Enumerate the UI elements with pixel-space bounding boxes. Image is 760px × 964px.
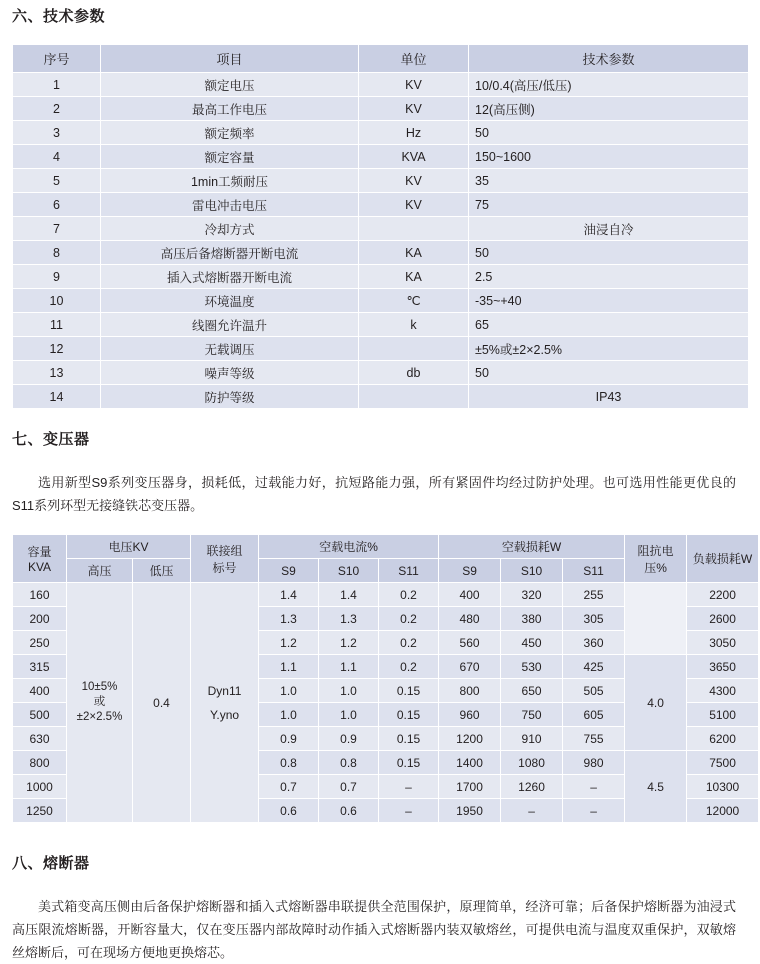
cell-value: 50: [469, 121, 749, 145]
cell-unit: KA: [359, 241, 469, 265]
cell-load-loss: 12000: [687, 799, 759, 823]
cell-value: 50: [469, 241, 749, 265]
header-value: 技术参数: [469, 45, 749, 73]
cell-no: 14: [13, 385, 101, 409]
cell-loss-s9: 560: [439, 631, 501, 655]
cell-no: 12: [13, 337, 101, 361]
cell-voltage-high: [67, 583, 133, 823]
cell-current-s9: 1.4: [259, 583, 319, 607]
cell-loss-s10: 1260: [501, 775, 563, 799]
cell-loss-s11: 425: [563, 655, 625, 679]
transformer-data-body: [13, 583, 759, 823]
cell-loss-s11: 755: [563, 727, 625, 751]
cell-unit: KV: [359, 73, 469, 97]
cell-no: 4: [13, 145, 101, 169]
cell-current-s10: 1.2: [319, 631, 379, 655]
cell-current-s11: 0.15: [379, 751, 439, 775]
table-row: [13, 217, 749, 241]
cell-unit: KV: [359, 193, 469, 217]
cell-value: 35: [469, 169, 749, 193]
cell-capacity: 315: [13, 655, 67, 679]
cell-loss-s9: 1200: [439, 727, 501, 751]
cell-current-s10: 0.7: [319, 775, 379, 799]
cell-load-loss: 3650: [687, 655, 759, 679]
cell-item: 噪声等级: [101, 361, 359, 385]
header-load-loss: 负载损耗W: [687, 535, 759, 583]
cell-no: 3: [13, 121, 101, 145]
cell-capacity: 250: [13, 631, 67, 655]
cell-no: 13: [13, 361, 101, 385]
cell-item: 高压后备熔断器开断电流: [101, 241, 359, 265]
cell-loss-s10: 380: [501, 607, 563, 631]
table-row: [13, 385, 749, 409]
cell-loss-s10: 910: [501, 727, 563, 751]
cell-current-s9: 1.0: [259, 679, 319, 703]
cell-loss-s11: 360: [563, 631, 625, 655]
cell-current-s10: 0.8: [319, 751, 379, 775]
cell-current-s11: 0.15: [379, 727, 439, 751]
header-voltage-high: 高压: [67, 559, 133, 583]
cell-current-s9: 1.2: [259, 631, 319, 655]
cell-item: 1min工频耐压: [101, 169, 359, 193]
cell-current-s9: 0.7: [259, 775, 319, 799]
cell-unit: KV: [359, 169, 469, 193]
header-connection: [191, 535, 259, 583]
cell-unit: [359, 385, 469, 409]
header-loss-s11: S11: [563, 559, 625, 583]
cell-no: 5: [13, 169, 101, 193]
section-heading-fuse: 八、熔断器: [12, 855, 90, 872]
cell-capacity: 630: [13, 727, 67, 751]
cell-no: 8: [13, 241, 101, 265]
cell-no: 11: [13, 313, 101, 337]
cell-load-loss: 2600: [687, 607, 759, 631]
cell-loss-s10: 750: [501, 703, 563, 727]
cell-unit: ℃: [359, 289, 469, 313]
cell-impedance-40: 4.0: [625, 655, 687, 751]
table-header-row: [13, 45, 749, 73]
cell-loss-s11: 305: [563, 607, 625, 631]
cell-unit: k: [359, 313, 469, 337]
cell-load-loss: 6200: [687, 727, 759, 751]
cell-current-s11: 0.2: [379, 631, 439, 655]
cell-current-s9: 1.3: [259, 607, 319, 631]
cell-loss-s11: –: [563, 775, 625, 799]
cell-capacity: 160: [13, 583, 67, 607]
cell-current-s9: 0.8: [259, 751, 319, 775]
section-heading-tech: 六、技术参数: [12, 8, 106, 25]
cell-current-s10: 1.1: [319, 655, 379, 679]
cell-current-s10: 1.3: [319, 607, 379, 631]
paragraph-transformer: 选用新型S9系列变压器身，损耗低，过载能力好，抗短路能力强，所有紧固件均经过防护处理。也可选用性能更优良的S11系列环型无接缝铁芯变压器。: [12, 475, 736, 513]
cell-loss-s11: 255: [563, 583, 625, 607]
table-row: [13, 73, 749, 97]
cell-current-s9: 0.9: [259, 727, 319, 751]
cell-capacity: 800: [13, 751, 67, 775]
table-row: [13, 265, 749, 289]
cell-value: 50: [469, 361, 749, 385]
header-item: 项目: [101, 45, 359, 73]
cell-capacity: 200: [13, 607, 67, 631]
header-current-s11: S11: [379, 559, 439, 583]
cell-loss-s9: 1950: [439, 799, 501, 823]
cell-value: 油浸自冷: [469, 217, 749, 241]
section-heading-transformer: 七、变压器: [12, 431, 90, 448]
technical-parameters-table: [12, 44, 749, 409]
cell-loss-s10: 450: [501, 631, 563, 655]
cell-value: ±5%或±2×2.5%: [469, 337, 749, 361]
header-loss-s10: S10: [501, 559, 563, 583]
cell-load-loss: 2200: [687, 583, 759, 607]
cell-no: 7: [13, 217, 101, 241]
header-current-s9: S9: [259, 559, 319, 583]
cell-value: 10/0.4(高压/低压): [469, 73, 749, 97]
header-connection-line2: 标号: [212, 560, 237, 575]
paragraph-fuse: 美式箱变高压侧由后备保护熔断器和插入式熔断器串联提供全范围保护，原理简单，经济可靠；后备保护熔断器为油浸式高压限流熔断器，开断容量大，仅在变压器内部故障时动作插入式熔断器内装双敏熔丝，可提供电流与温度双重保护，双敏熔丝熔断后，可在现场方便地更换熔芯。: [12, 899, 736, 960]
voltage-high-line1: 10±5%: [81, 681, 118, 693]
cell-current-s11: 0.15: [379, 679, 439, 703]
cell-impedance-blank: [625, 583, 687, 655]
cell-load-loss: 10300: [687, 775, 759, 799]
cell-current-s9: 0.6: [259, 799, 319, 823]
cell-item: 冷却方式: [101, 217, 359, 241]
cell-current-s11: 0.15: [379, 703, 439, 727]
cell-capacity: 1000: [13, 775, 67, 799]
cell-item: 最高工作电压: [101, 97, 359, 121]
header-connection-line1: 联接组: [206, 543, 243, 558]
cell-current-s10: 1.0: [319, 679, 379, 703]
header-unit: 单位: [359, 45, 469, 73]
table-row: [13, 337, 749, 361]
cell-current-s9: 1.1: [259, 655, 319, 679]
cell-load-loss: 4300: [687, 679, 759, 703]
cell-item: 插入式熔断器开断电流: [101, 265, 359, 289]
cell-loss-s9: 670: [439, 655, 501, 679]
cell-current-s10: 0.9: [319, 727, 379, 751]
cell-unit: [359, 217, 469, 241]
table-row: [13, 121, 749, 145]
cell-item: 额定频率: [101, 121, 359, 145]
cell-loss-s10: 530: [501, 655, 563, 679]
cell-no: 9: [13, 265, 101, 289]
cell-connection: [191, 583, 259, 823]
table-row: [13, 169, 749, 193]
table-row: [13, 193, 749, 217]
cell-unit: KVA: [359, 145, 469, 169]
table-row: [13, 289, 749, 313]
cell-item: 线圈允许温升: [101, 313, 359, 337]
table-row: [13, 313, 749, 337]
cell-no: 6: [13, 193, 101, 217]
cell-unit: KA: [359, 265, 469, 289]
cell-current-s10: 1.4: [319, 583, 379, 607]
cell-loss-s9: 480: [439, 607, 501, 631]
voltage-high-line3: ±2×2.5%: [76, 711, 123, 723]
cell-unit: KV: [359, 97, 469, 121]
cell-loss-s9: 400: [439, 583, 501, 607]
table-row: [13, 145, 749, 169]
cell-loss-s11: –: [563, 799, 625, 823]
technical-parameters-body: [13, 73, 749, 409]
header-capacity-unit: KVA: [27, 560, 52, 574]
table-header-row-1: [13, 535, 759, 559]
cell-no: 1: [13, 73, 101, 97]
cell-loss-s10: 650: [501, 679, 563, 703]
cell-value: -35~+40: [469, 289, 749, 313]
cell-loss-s10: 320: [501, 583, 563, 607]
header-current-s10: S10: [319, 559, 379, 583]
cell-loss-s11: 605: [563, 703, 625, 727]
cell-loss-s11: 505: [563, 679, 625, 703]
header-voltage-low: 低压: [133, 559, 191, 583]
voltage-high-line2: 或: [93, 696, 106, 708]
cell-item: 无载调压: [101, 337, 359, 361]
cell-no: 10: [13, 289, 101, 313]
header-no-load-current: 空载电流%: [259, 535, 439, 559]
cell-load-loss: 3050: [687, 631, 759, 655]
header-capacity: [13, 535, 67, 583]
cell-item: 防护等级: [101, 385, 359, 409]
connection-line2: Y.yno: [209, 707, 240, 722]
cell-load-loss: 5100: [687, 703, 759, 727]
cell-current-s11: 0.2: [379, 655, 439, 679]
header-no-load-loss: 空载损耗W: [439, 535, 625, 559]
cell-unit: [359, 337, 469, 361]
cell-item: 环境温度: [101, 289, 359, 313]
cell-value: 75: [469, 193, 749, 217]
table-row: [13, 97, 749, 121]
cell-loss-s10: –: [501, 799, 563, 823]
cell-capacity: 1250: [13, 799, 67, 823]
header-loss-s9: S9: [439, 559, 501, 583]
cell-impedance-45: 4.5: [625, 751, 687, 823]
cell-loss-s9: 1700: [439, 775, 501, 799]
cell-unit: Hz: [359, 121, 469, 145]
cell-value: IP43: [469, 385, 749, 409]
cell-item: 雷电冲击电压: [101, 193, 359, 217]
cell-current-s11: 0.2: [379, 583, 439, 607]
cell-loss-s9: 1400: [439, 751, 501, 775]
cell-loss-s11: 980: [563, 751, 625, 775]
transformer-data-table: [12, 534, 759, 823]
table-row: [13, 241, 749, 265]
cell-value: 2.5: [469, 265, 749, 289]
cell-current-s11: –: [379, 799, 439, 823]
cell-loss-s9: 800: [439, 679, 501, 703]
cell-current-s9: 1.0: [259, 703, 319, 727]
cell-capacity: 400: [13, 679, 67, 703]
cell-unit: db: [359, 361, 469, 385]
cell-current-s11: –: [379, 775, 439, 799]
cell-item: 额定电压: [101, 73, 359, 97]
connection-line1: Dyn11: [207, 683, 242, 698]
header-voltage: 电压KV: [67, 535, 191, 559]
header-capacity-label: 容量: [27, 545, 52, 559]
table-row: [13, 361, 749, 385]
cell-current-s10: 0.6: [319, 799, 379, 823]
cell-value: 65: [469, 313, 749, 337]
cell-load-loss: 7500: [687, 751, 759, 775]
cell-value: 12(高压侧): [469, 97, 749, 121]
cell-item: 额定容量: [101, 145, 359, 169]
cell-capacity: 500: [13, 703, 67, 727]
cell-loss-s10: 1080: [501, 751, 563, 775]
cell-current-s10: 1.0: [319, 703, 379, 727]
cell-current-s11: 0.2: [379, 607, 439, 631]
cell-no: 2: [13, 97, 101, 121]
header-no: 序号: [13, 45, 101, 73]
header-impedance: 阻抗电压%: [625, 535, 687, 583]
cell-value: 150~1600: [469, 145, 749, 169]
cell-voltage-low: 0.4: [133, 583, 191, 823]
table-row: [13, 583, 759, 607]
cell-loss-s9: 960: [439, 703, 501, 727]
